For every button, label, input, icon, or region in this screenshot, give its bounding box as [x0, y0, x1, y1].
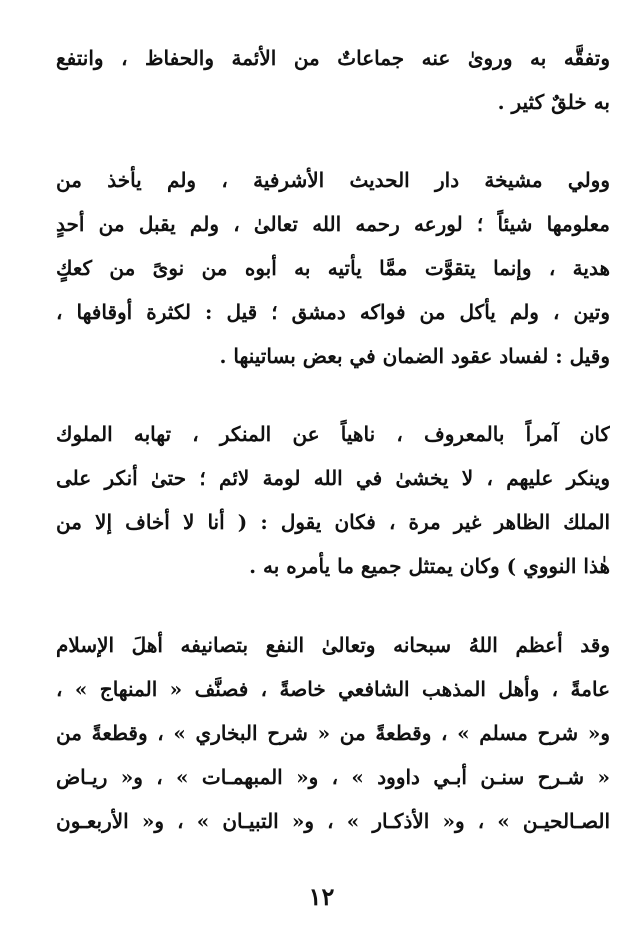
- text-line: كان آمراً بالمعروف ، ناهياً عن المنكر ، تهابه الملوك: [56, 422, 610, 446]
- paragraph-enjoining-good: [56, 412, 610, 588]
- text-line: هٰذا النووي ) وكان يمتثل جميع ما يأمره به .: [249, 554, 610, 578]
- paragraph-mashyakha: [56, 158, 610, 378]
- text-line: وقد أعظم اللهُ سبحانه وتعالىٰ النفع بتصانيفه أهلَ الإسلام: [56, 633, 610, 657]
- text-line: به خلقٌ كثير .: [497, 90, 610, 114]
- paragraph-works: [56, 623, 610, 843]
- text-line: معلومها شيئاً ؛ لورعه رحمه الله تعالىٰ ، ولم يقبل من أحدٍ: [56, 212, 610, 236]
- text-line: عامةً ، وأهل المذهب الشافعي خاصةً ، فصنَّف « المنهاج » ،: [56, 677, 610, 701]
- text-line: هدية ، وإنما يتقوَّت ممَّا يأتيه به أبوه من نوىً من كعكٍ: [56, 256, 610, 280]
- paragraph-students: [56, 36, 610, 124]
- text-line: الصـالحيـن » ، و« الأذكـار » ، و« التبيـان » ، و« الأربعـون: [56, 809, 610, 833]
- text-line: « شـرح سنـن أبـي داوود » ، و« المبهمـات » ، و« ريـاض: [56, 765, 610, 789]
- text-line: و« شرح مسلم » ، وقطعةً من « شرح البخاري » ، وقطعةً من: [56, 721, 610, 745]
- text-line: وولي مشيخة دار الحديث الأشرفية ، ولم يأخذ من: [56, 168, 610, 192]
- text-line: وينكر عليهم ، لا يخشىٰ في الله لومة لائم ؛ حتىٰ أنكر على: [56, 466, 610, 490]
- text-line: وقيل : لفساد عقود الضمان في بعض بساتينها .: [219, 344, 610, 368]
- page-number: ١٢: [308, 882, 335, 911]
- text-line: وتفقَّه به وروىٰ عنه جماعاتٌ من الأئمة والحفاظ ، وانتفع: [56, 46, 610, 70]
- text-line: وتين ، ولم يأكل من فواكه دمشق ؛ قيل : لكثرة أوقافها ،: [56, 300, 610, 324]
- text-line: الملك الظاهر غير مرة ، فكان يقول : ( أنا لا أخاف إلا من: [56, 510, 610, 534]
